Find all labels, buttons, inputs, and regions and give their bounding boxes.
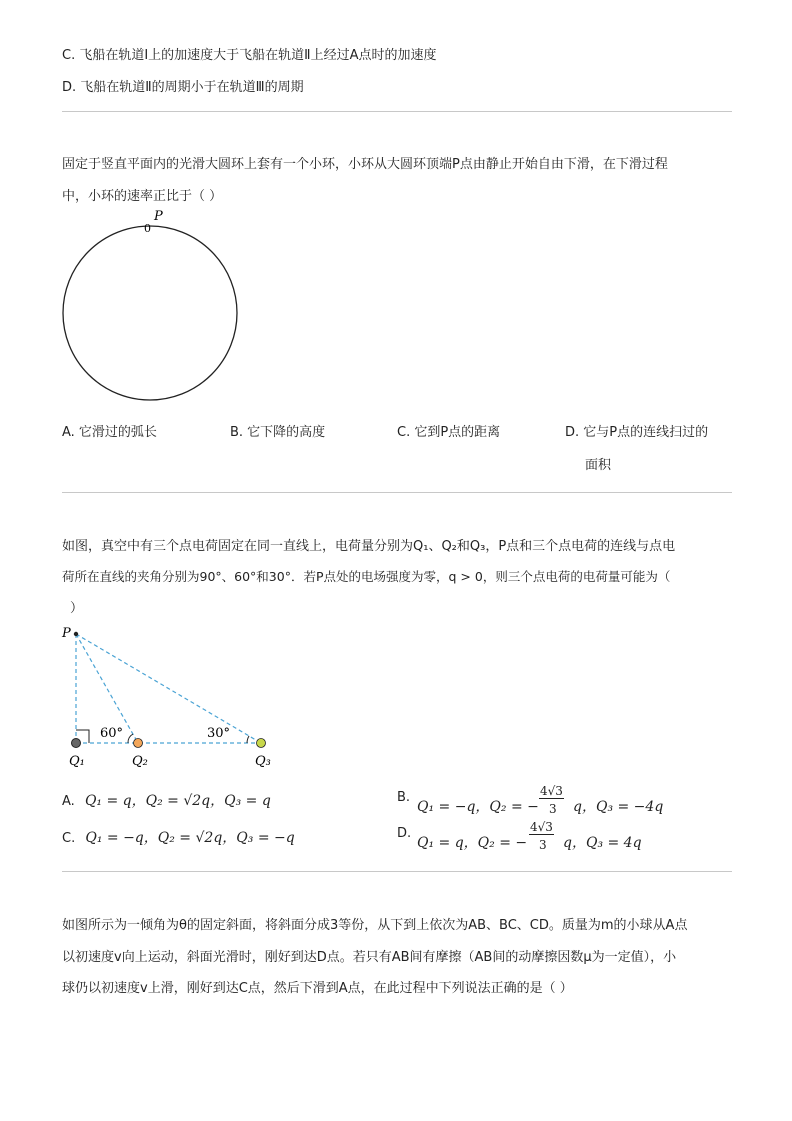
charge-figure	[56, 620, 286, 772]
charge-q3	[257, 739, 266, 748]
ring-option-d[interactable]: D. 它与P点的连线扫过的	[565, 425, 709, 440]
charge-q1	[72, 739, 81, 748]
label-angle-30: 30°	[207, 726, 231, 741]
slope-question-line3: 球仍以初速度v上滑，刚好到达C点，然后下滑到A点，在此过程中下列说法正确的是（ ）	[62, 981, 573, 996]
option-b-post: q，Q₃ = −4q	[573, 799, 664, 815]
option-c-text: Q₁ = −q，Q₂ = √2q，Q₃ = −q	[85, 830, 295, 846]
point-p	[74, 632, 78, 636]
option-b-frac-den: 3	[549, 802, 557, 816]
ring-question-line2: 中，小环的速率正比于（ ）	[62, 189, 223, 204]
ring-option-d-cont: 面积	[585, 458, 612, 473]
label-q1: Q₁	[69, 754, 85, 769]
charge-question-line2: 荷所在直线的夹角分别为90°、60°和30°．若P点处的电场强度为零，q > 0，则三个点电荷的电荷量可能为（	[62, 569, 671, 584]
ring-question-line1: 固定于竖直平面内的光滑大圆环上套有一个小环，小环从大圆环顶端P点由静止开始自由下滑，在下滑过程	[62, 157, 668, 172]
option-d-pre: Q₁ = q，Q₂ = −	[417, 835, 528, 851]
divider	[62, 492, 732, 493]
angle-arc-60	[128, 734, 133, 743]
charge-option-a[interactable]	[62, 790, 271, 810]
option-d-label: D.	[397, 826, 412, 841]
small-ring-marker: 0	[144, 222, 151, 235]
option-b-frac-num: 4√3	[540, 784, 563, 798]
charge-question-line1: 如图，真空中有三个点电荷固定在同一直线上，电荷量分别为Q₁、Q₂和Q₃，P点和三个点电荷的连线与点电	[62, 539, 676, 554]
slope-question-line1: 如图所示为一倾角为θ的固定斜面，将斜面分成3等份，从下到上依次为AB、BC、CD。质量为m的小球从A点	[62, 918, 688, 933]
option-d-frac-num: 4√3	[530, 820, 553, 834]
label-q3: Q₃	[255, 754, 271, 769]
prev-option-c: C. 飞船在轨道Ⅰ上的加速度大于飞船在轨道Ⅱ上经过A点时的加速度	[62, 48, 437, 63]
slope-question-line2: 以初速度v向上运动，斜面光滑时，刚好到达D点。若只有AB间有摩擦（AB间的动摩擦因数μ为一定值），小	[62, 950, 677, 965]
label-q2: Q₂	[132, 754, 148, 769]
big-ring	[63, 226, 237, 400]
divider	[62, 111, 732, 112]
option-c-label: C.	[62, 831, 76, 846]
option-d-post: q，Q₃ = 4q	[563, 835, 642, 851]
charge-q2	[134, 739, 143, 748]
ring-label-p: P	[154, 209, 163, 224]
ring-option-c[interactable]: C. 它到P点的距离	[397, 425, 501, 440]
ring-figure	[56, 206, 246, 406]
ring-option-a[interactable]: A. 它滑过的弧长	[62, 425, 157, 440]
option-a-text: Q₁ = q，Q₂ = √2q，Q₃ = q	[84, 793, 271, 809]
label-angle-60: 60°	[100, 726, 124, 741]
option-b-label: B.	[397, 790, 411, 805]
charge-option-c[interactable]	[62, 827, 295, 847]
option-a-label: A.	[62, 794, 75, 809]
angle-arc-30	[247, 736, 249, 743]
charge-question-line3: ）	[70, 601, 84, 616]
option-b-pre: Q₁ = −q，Q₂ = −	[417, 799, 539, 815]
prev-option-d: D. 飞船在轨道Ⅱ的周期小于在轨道Ⅲ的周期	[62, 80, 304, 95]
divider	[62, 871, 732, 872]
ring-option-b[interactable]: B. 它下降的高度	[230, 425, 326, 440]
option-d-frac-den: 3	[539, 838, 547, 852]
label-p: P	[62, 626, 71, 641]
